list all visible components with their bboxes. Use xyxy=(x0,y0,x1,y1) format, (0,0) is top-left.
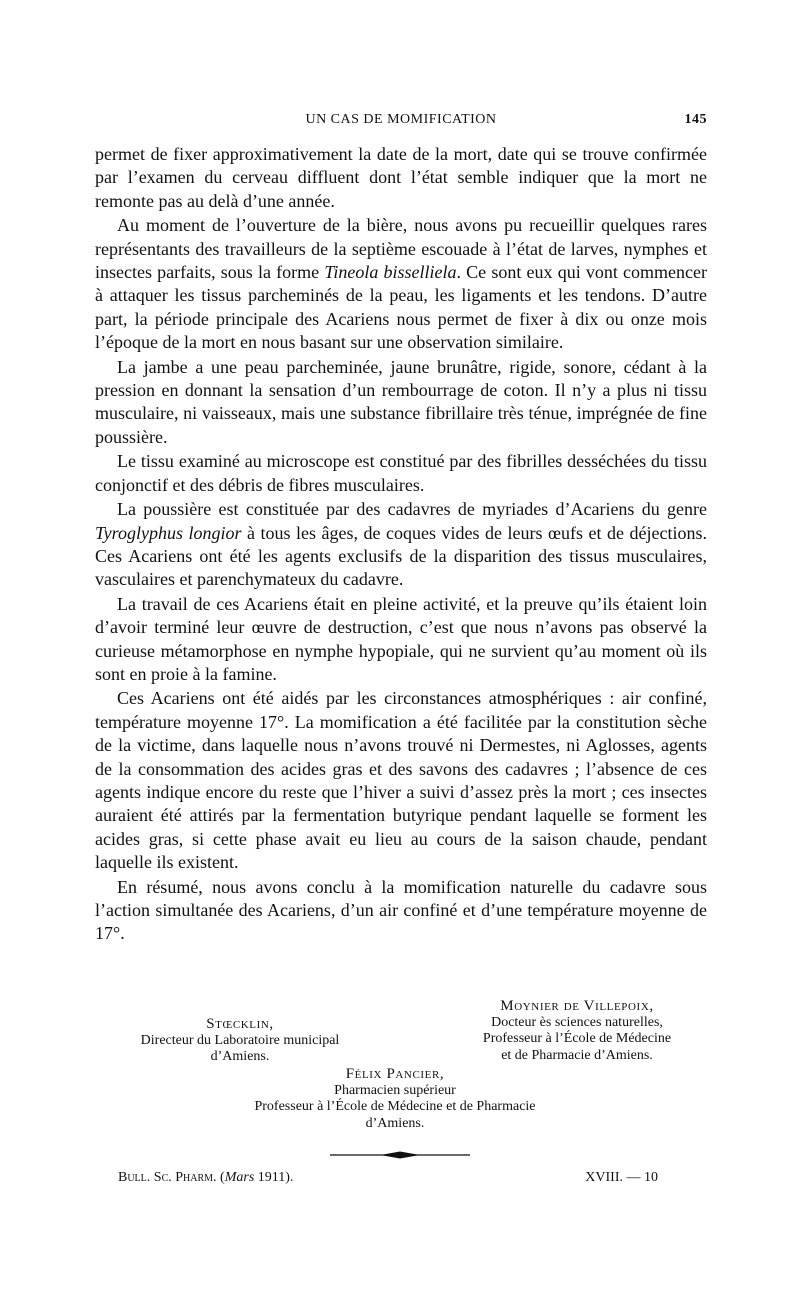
species-name-tineola: Tineola bisselliela xyxy=(324,262,457,283)
sheet-number: XVIII. — 10 xyxy=(585,1170,658,1185)
citation-month: Mars xyxy=(224,1170,255,1185)
paragraph-3: La jambe a une peau parcheminée, jaune brunâtre, rigide, sonore, cédant à la pression en donnant la sensation d’un rembourrage de coton. Il n’y a plus ni tissu musculaire, ni vaisseaux, mais une substance fibrillaire très ténue, imprégnée de fine poussière. xyxy=(95,356,707,447)
signatory-title: Professeur à l’École de Médecine et de Pharmacie xyxy=(254,1099,536,1114)
signatory-name: Stœcklin, xyxy=(206,1016,274,1032)
paragraph-8: En résumé, nous avons conclu à la momification naturelle du cadavre sous l’action simultanée des Acariens, d’un air confiné et d’une température moyenne de 17°. xyxy=(95,876,707,944)
running-header xyxy=(95,112,707,132)
paragraph-4: Le tissu examiné au microscope est constitué par des fibrilles desséchées du tissu conjonctif et des débris de fibres musculaires. xyxy=(95,451,707,495)
journal-name: Bull. Sc. Pharm. xyxy=(118,1170,217,1185)
signatory-title: et de Pharmacie d’Amiens. xyxy=(501,1047,653,1063)
paragraph-6: La travail de ces Acariens était en pleine activité, et la preuve qu’ils étaient loin d’avoir terminé leur œuvre de destruction, c’est que nous n’avons pas observé la curieuse métamorphose en nymphe hypopiale, qui ne survient qu’au moment où ils sont en proie à la famine. xyxy=(95,593,707,684)
page-number: 145 xyxy=(684,112,707,127)
journal-citation xyxy=(118,1170,293,1186)
paragraph-2-text-a: Au moment de l’ouverture de la bière, nous avons pu recueillir quelques rares représentants des travailleurs de la septième escouade à l’état de larves, nymphes et insectes parfaits, sous la forme xyxy=(95,215,707,283)
paragraph-1: permet de fixer approximativement la date de la mort, date qui se trouve confirmée par l’examen du cerveau diffluent dont l’état semble indiquer que la mort ne remonte pas au delà d’une année. xyxy=(95,144,707,211)
signatory-title: Directeur du Laboratoire municipal xyxy=(140,1032,340,1048)
signatory-name: Félix Pancier, xyxy=(345,1066,445,1082)
ornamental-rule xyxy=(330,1150,470,1160)
article-body xyxy=(95,143,707,946)
signatory-name: Moynier de Villepoix, xyxy=(500,998,654,1014)
signature-pancier xyxy=(195,1066,595,1132)
running-title: UN CAS DE MOMIFICATION xyxy=(305,112,497,127)
signatory-title: Pharmacien supérieur xyxy=(334,1082,456,1098)
citation-paren: ( xyxy=(216,1170,225,1185)
paragraph-2-text-b: . Ce sont eux qui vont commencer à attaquer les tissus parcheminés de la peau, les ligaments et les tendons. D’autre part, la période principale des Acariens nous permet de fixer à dix ou onze mois l’époque de la mort en nous basant sur une observation similaire. xyxy=(95,262,707,353)
paragraph-7: Ces Acariens ont été aidés par les circonstances atmosphériques : air confiné, température moyenne 17°. La momification a été facilitée par la constitution sèche de la victime, dans laquelle nous n’avons trouvé ni Dermestes, ni Aglosses, agents de la consommation des acides gras et des savons des cadavres ; l’absence de ces agents indique encore du reste que l’hiver a suivi d’assez près la mort ; ces insectes auraient été attirés par la fermentation butyrique pendant laquelle se forment les acides gras, si cette phase avait eu lieu au cours de la saison chaude, pendant laquelle ils existent. xyxy=(95,688,707,873)
paragraph-2 xyxy=(95,214,707,354)
species-name-tyroglyphus: Tyroglyphus longior xyxy=(95,522,242,543)
paragraph-5 xyxy=(95,498,707,592)
signatory-title: d’Amiens. xyxy=(210,1049,270,1064)
page-footer xyxy=(118,1170,658,1190)
paragraph-5-text-a: La poussière est constituée par des cadavres de myriades d’Acariens du genre xyxy=(117,499,707,520)
ornamental-rule-icon xyxy=(330,1150,470,1160)
signatory-title: Professeur à l’École de Médecine xyxy=(482,1031,672,1046)
signature-stoecklin xyxy=(95,1016,385,1066)
paragraph-5-text-b: à tous les âges, de coques vides de leurs œufs et de déjections. Ces Acariens ont été les agents exclusifs de la disparition des tissus musculaires, vasculaires et parenchymateux du cadavre. xyxy=(95,522,707,590)
signature-moynier xyxy=(447,998,707,1064)
citation-year: 1911). xyxy=(254,1170,294,1185)
signatory-title: Docteur ès sciences naturelles, xyxy=(491,1014,663,1030)
signatory-title: d’Amiens. xyxy=(365,1115,425,1131)
signature-block xyxy=(95,998,707,1138)
